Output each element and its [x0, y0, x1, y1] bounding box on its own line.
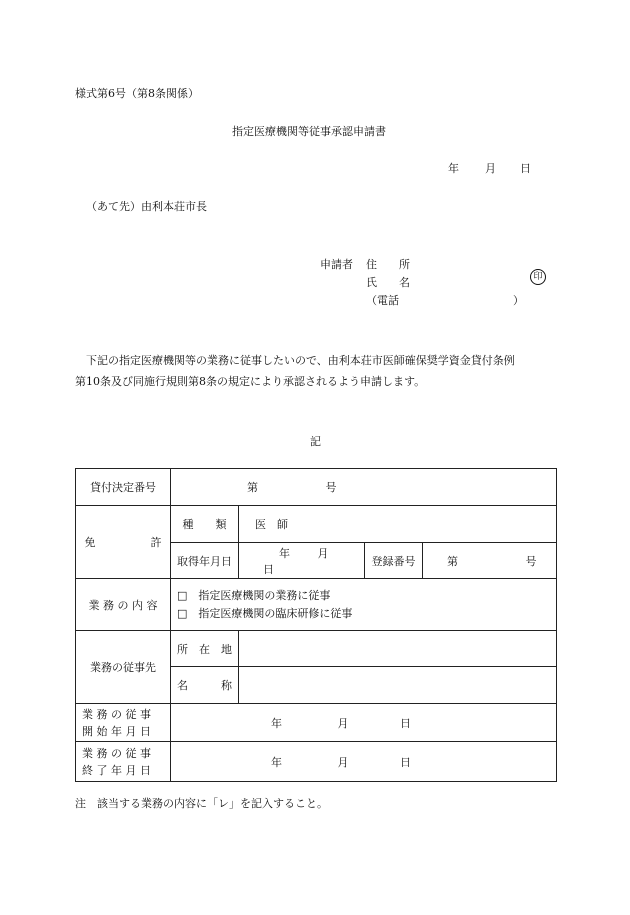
- loan-dai: 第: [247, 481, 258, 494]
- type-label: 種 類: [171, 506, 239, 543]
- phone-close: ）: [513, 294, 524, 307]
- duty-row: [76, 579, 557, 631]
- start-label-line-1: 業 務 の 従 事: [82, 707, 151, 721]
- duty-option-work[interactable]: □ 指定医療機関の業務に従事: [177, 588, 331, 602]
- applicant-label: 申請者: [320, 258, 353, 271]
- type-value: 医 師: [239, 506, 557, 543]
- loan-go: 号: [325, 481, 337, 494]
- application-table: [75, 468, 557, 782]
- end-date-cell[interactable]: [171, 742, 557, 782]
- loan-number-cell[interactable]: [171, 469, 557, 506]
- end-day: 日: [400, 755, 411, 769]
- phone-open: （電話: [366, 294, 399, 307]
- start-date-label: [76, 704, 171, 742]
- duty-options: [171, 579, 557, 631]
- loan-number-row: [76, 469, 557, 506]
- body-line-1: 下記の指定医療機関等の業務に従事したいので、由利本荘市医師確保奨学資金貸付条例: [86, 354, 515, 367]
- end-date-row: [76, 742, 557, 782]
- start-date-cell[interactable]: [171, 704, 557, 742]
- reg-dai: 第: [447, 554, 458, 568]
- start-date-row: [76, 704, 557, 742]
- loan-number-label: 貸付決定番号: [76, 469, 171, 506]
- start-month: 月: [337, 716, 349, 730]
- end-label-line-1: 業 務 の 従 事: [82, 746, 151, 760]
- registration-label: 登録番号: [365, 543, 423, 579]
- end-date-label: [76, 742, 171, 782]
- acquired-month: 月: [317, 546, 329, 560]
- seal-mark: 印: [530, 269, 546, 285]
- location-label: 所 在 地: [171, 631, 239, 667]
- body-line-2: 第10条及び同施行規則第8条の規定により承認されるよう申請します。: [75, 375, 426, 388]
- form-title: 指定医療機関等従事承認申請書: [232, 125, 386, 138]
- date-day: 日: [520, 162, 531, 175]
- location-value[interactable]: [239, 631, 557, 667]
- license-type-row: [76, 506, 557, 543]
- duty-option-training[interactable]: □ 指定医療機関の臨床研修に従事: [177, 606, 353, 620]
- acquired-day: 日: [263, 562, 274, 576]
- acquired-label: 取得年月日: [171, 543, 239, 579]
- start-year: 年: [271, 716, 282, 730]
- registration-cell[interactable]: [423, 543, 557, 579]
- date-year: 年: [448, 162, 459, 175]
- form-number: 様式第6号（第8条関係）: [75, 87, 199, 100]
- workplace-name-label: 名 称: [171, 667, 239, 704]
- name-label: 氏 名: [366, 276, 410, 289]
- workplace-label: 業務の従事先: [76, 631, 171, 704]
- reg-go: 号: [525, 554, 537, 568]
- license-label: 免 許: [76, 506, 171, 579]
- workplace-location-row: [76, 631, 557, 667]
- end-month: 月: [337, 755, 349, 769]
- address-label: 住 所: [366, 258, 410, 271]
- duty-label: 業 務 の 内 容: [76, 579, 171, 631]
- end-year: 年: [271, 755, 282, 769]
- start-day: 日: [400, 716, 411, 730]
- start-label-line-2: 開 始 年 月 日: [82, 724, 151, 738]
- date-month: 月: [485, 162, 496, 175]
- acquired-year: 年: [279, 546, 290, 560]
- footnote: 注 該当する業務の内容に「レ」を記入すること。: [75, 797, 328, 810]
- addressee: （あて先）由利本荘市長: [86, 200, 207, 213]
- workplace-name-value[interactable]: [239, 667, 557, 704]
- end-label-line-2: 終 了 年 月 日: [82, 763, 151, 777]
- ki-heading: 記: [310, 435, 321, 448]
- acquired-date-cell[interactable]: [239, 543, 365, 579]
